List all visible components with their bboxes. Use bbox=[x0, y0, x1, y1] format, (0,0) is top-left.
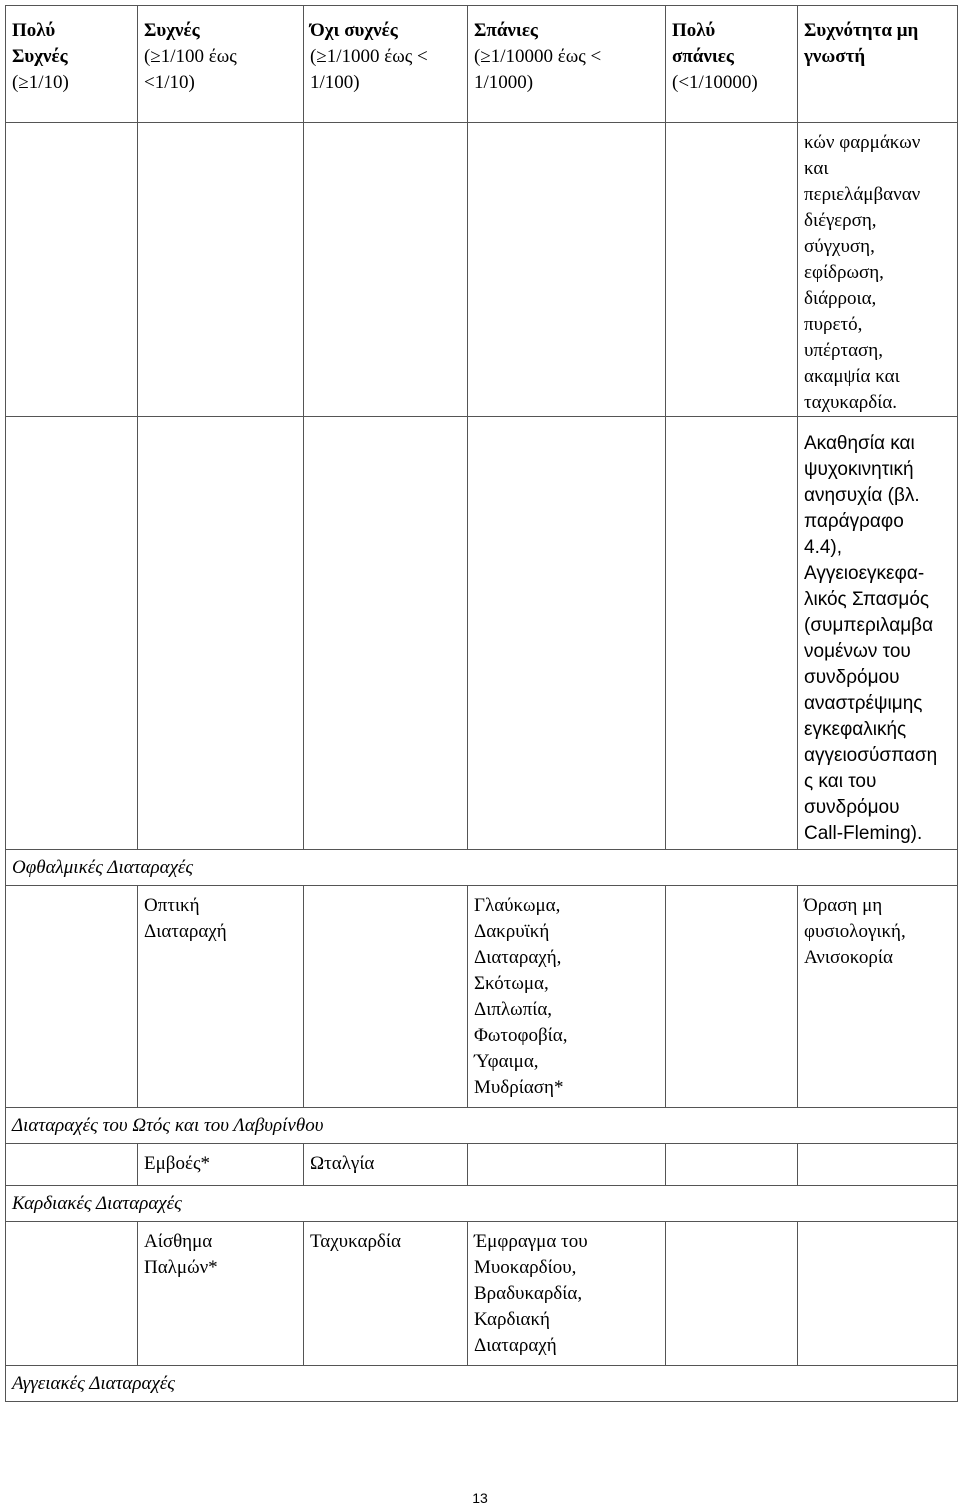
header-line: Πολύ bbox=[12, 20, 56, 41]
nervous-unknown-cell bbox=[798, 417, 958, 850]
cardiac-common-cell bbox=[138, 1222, 304, 1366]
empty-cell bbox=[6, 1222, 138, 1366]
header-line: (<1/10000) bbox=[672, 72, 758, 93]
text-line: φυσιολογική, bbox=[804, 921, 906, 942]
empty-cell bbox=[138, 123, 304, 417]
empty-cell bbox=[666, 123, 798, 417]
text-line: κών φαρμάκων bbox=[804, 132, 921, 153]
header-line: 1/100) bbox=[310, 72, 360, 93]
eye-category-row bbox=[6, 850, 958, 886]
text-line: Οπτική bbox=[144, 895, 200, 916]
header-line: (≥1/10) bbox=[12, 72, 69, 93]
header-common bbox=[138, 6, 304, 123]
category-vascular: Αγγειακές Διαταραχές bbox=[6, 1366, 958, 1402]
eye-row bbox=[6, 886, 958, 1108]
text-line: Όραση μη bbox=[804, 895, 883, 916]
eye-common-cell bbox=[138, 886, 304, 1108]
text-line: αγγειοσύσπαση bbox=[804, 745, 938, 766]
text-line: ακαμψία και bbox=[804, 366, 900, 387]
text-line: Αγγειοεγκεφα- bbox=[804, 563, 925, 584]
empty-cell bbox=[468, 417, 666, 850]
text-line: ανησυχία (βλ. bbox=[804, 485, 920, 506]
nervous-row bbox=[6, 417, 958, 850]
text-line: 4.4), bbox=[804, 537, 843, 558]
header-line: σπάνιες bbox=[672, 46, 734, 67]
header-uncommon bbox=[304, 6, 468, 123]
text-line: ταχυκαρδία. bbox=[804, 392, 898, 413]
page-number: 13 bbox=[472, 1490, 488, 1506]
empty-cell bbox=[666, 1144, 798, 1186]
empty-cell bbox=[138, 417, 304, 850]
vascular-category-row bbox=[6, 1366, 958, 1402]
header-line: Όχι συχνές bbox=[310, 20, 398, 41]
text-line: Φωτοφοβία, bbox=[474, 1025, 568, 1046]
text-line: Διαταραχή bbox=[474, 1335, 557, 1356]
header-line: 1/1000) bbox=[474, 72, 534, 93]
text-line: Βραδυκαρδία, bbox=[474, 1283, 583, 1304]
ear-uncommon-cell: Ωταλγία bbox=[304, 1144, 468, 1186]
header-rare bbox=[468, 6, 666, 123]
empty-cell bbox=[6, 417, 138, 850]
empty-cell bbox=[304, 123, 468, 417]
header-line: Σπάνιες bbox=[474, 20, 538, 41]
text-line: Call-Fleming). bbox=[804, 823, 923, 844]
empty-cell bbox=[798, 1144, 958, 1186]
text-line: Ανισοκορία bbox=[804, 947, 893, 968]
text-line: σύγχυση, bbox=[804, 236, 875, 257]
empty-cell bbox=[6, 886, 138, 1108]
text-line: συνδρόμου bbox=[804, 667, 900, 688]
text-line: διέγερση, bbox=[804, 210, 877, 231]
text-line: (συμπεριλαμβα bbox=[804, 615, 934, 636]
text-line: αναστρέψιμης bbox=[804, 693, 923, 714]
cardiac-category-row bbox=[6, 1186, 958, 1222]
category-eye: Οφθαλμικές Διαταραχές bbox=[6, 850, 958, 886]
ear-common-cell: Εμβοές* bbox=[138, 1144, 304, 1186]
text-line: Σκότωμα, bbox=[474, 973, 549, 994]
text-line: Διαταραχή bbox=[144, 921, 227, 942]
header-line: Συχνές bbox=[144, 20, 200, 41]
text-line: Έμφραγμα του bbox=[474, 1231, 588, 1252]
text-line: συνδρόμου bbox=[804, 797, 900, 818]
header-line: (≥1/10000 έως < bbox=[474, 46, 602, 67]
empty-cell bbox=[798, 1222, 958, 1366]
text-line: Ύφαιμα, bbox=[474, 1051, 539, 1072]
ear-category-row bbox=[6, 1108, 958, 1144]
adverse-reactions-table bbox=[5, 5, 958, 1402]
text-line: Αίσθημα bbox=[144, 1231, 213, 1252]
text-line: εγκεφαλικής bbox=[804, 719, 907, 740]
header-very-common bbox=[6, 6, 138, 123]
text-line: λικός Σπασμός bbox=[804, 589, 930, 610]
cardiac-uncommon-cell: Ταχυκαρδία bbox=[304, 1222, 468, 1366]
text-line: εφίδρωση, bbox=[804, 262, 884, 283]
empty-cell bbox=[468, 123, 666, 417]
empty-cell bbox=[6, 123, 138, 417]
continued-text-cell bbox=[798, 123, 958, 417]
text-line: υπέρταση, bbox=[804, 340, 883, 361]
header-line: Πολύ bbox=[672, 20, 716, 41]
empty-cell bbox=[666, 1222, 798, 1366]
text-line: ψυχοκινητική bbox=[804, 459, 914, 480]
header-line: γνωστή bbox=[804, 46, 866, 67]
category-cardiac: Καρδιακές Διαταραχές bbox=[6, 1186, 958, 1222]
text-line: Μυοκαρδίου, bbox=[474, 1257, 577, 1278]
empty-cell bbox=[468, 1144, 666, 1186]
empty-cell bbox=[304, 417, 468, 850]
category-ear: Διαταραχές του Ωτός και του Λαβυρίνθου bbox=[6, 1108, 958, 1144]
text-line: Διαταραχή, bbox=[474, 947, 562, 968]
header-line: <1/10) bbox=[144, 72, 195, 93]
eye-unknown-cell bbox=[798, 886, 958, 1108]
cardiac-row bbox=[6, 1222, 958, 1366]
empty-cell bbox=[304, 886, 468, 1108]
header-line: (≥1/1000 έως < bbox=[310, 46, 428, 67]
text-line: Παλμών* bbox=[144, 1257, 218, 1278]
header-line: (≥1/100 έως bbox=[144, 46, 237, 67]
header-line: Συχνές bbox=[12, 46, 68, 67]
text-line: πυρετό, bbox=[804, 314, 863, 335]
text-line: Μυδρίαση* bbox=[474, 1077, 564, 1098]
ear-row bbox=[6, 1144, 958, 1186]
text-line: και bbox=[804, 158, 829, 179]
header-line: Συχνότητα μη bbox=[804, 20, 919, 41]
empty-cell bbox=[6, 1144, 138, 1186]
text-line: παράγραφο bbox=[804, 511, 904, 532]
text-line: Δακρυϊκή bbox=[474, 921, 550, 942]
eye-rare-cell bbox=[468, 886, 666, 1108]
header-unknown bbox=[798, 6, 958, 123]
text-line: ς και του bbox=[804, 771, 877, 792]
text-line: Γλαύκωμα, bbox=[474, 895, 561, 916]
empty-cell bbox=[666, 886, 798, 1108]
header-very-rare bbox=[666, 6, 798, 123]
text-line: Διπλωπία, bbox=[474, 999, 553, 1020]
text-line: Καρδιακή bbox=[474, 1309, 550, 1330]
text-line: νομένων του bbox=[804, 641, 911, 662]
text-line: περιελάμβαναν bbox=[804, 184, 921, 205]
cardiac-rare-cell bbox=[468, 1222, 666, 1366]
empty-cell bbox=[666, 417, 798, 850]
continued-row bbox=[6, 123, 958, 417]
text-line: Ακαθησία και bbox=[804, 433, 915, 454]
header-row bbox=[6, 6, 958, 123]
text-line: διάρροια, bbox=[804, 288, 877, 309]
